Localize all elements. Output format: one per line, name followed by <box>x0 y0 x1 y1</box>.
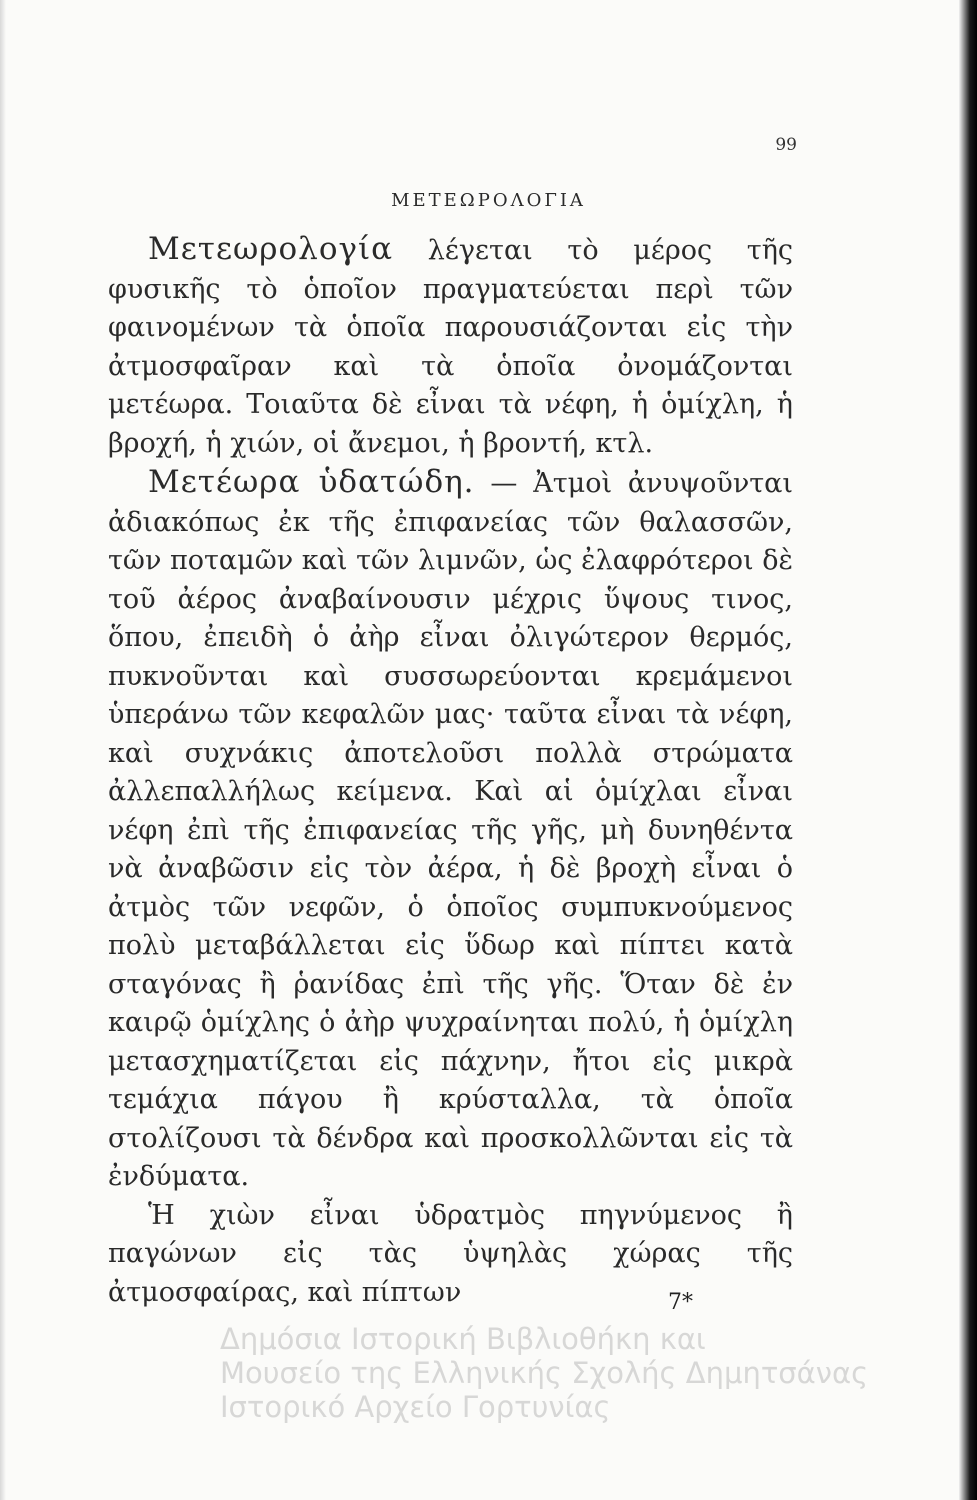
paragraph-3-text: Ἡ χιὼν εἶναι ὑδρατμὸς πηγνύμενος ἢ παγώνων εἰς τὰς ὑψηλὰς χώρας τῆς ἀτμοσφαίρας, καὶ πίπτων <box>108 1199 793 1308</box>
library-watermark: Δημόσια Ιστορική Βιβλιοθήκη και Μουσείο της Ελληνικής Σχολής Δημητσάνας Ιστορικό Αρχείο Γορτυνίας <box>220 1322 869 1424</box>
paragraph-2-lead: Μετέωρα ὑδατώδη. <box>148 464 475 500</box>
signature-mark: 7* <box>668 1290 693 1315</box>
paragraph-1 <box>108 230 793 463</box>
paragraph-2 <box>108 463 793 1197</box>
page-number: 99 <box>775 135 797 155</box>
paragraph-2-text: — Ἀτμοὶ ἀνυψοῦνται ἀδιακόπως ἐκ τῆς ἐπιφανείας τῶν θαλασσῶν, τῶν ποταμῶν καὶ τῶν λιμνῶν, ὡς ἐλαφρότεροι δὲ τοῦ ἀέρος ἀναβαίνουσιν μέχρις ὕψους τινος, ὅπου, ἐπειδὴ ὁ ἀὴρ εἶναι ὀλιγώτερον θερμός, πυκνοῦνται καὶ συσσωρεύονται κρεμάμενοι ὑπεράνω τῶν κεφαλῶν μας· ταῦτα εἶναι τὰ νέφη, καὶ συχνάκις ἀποτελοῦσι πολλὰ στρώματα ἀλλεπαλλήλως κείμενα. Καὶ αἱ ὁμίχλαι εἶναι νέφη ἐπὶ τῆς ἐπιφανείας τῆς γῆς, μὴ δυνηθέντα νὰ ἀναβῶσιν εἰς τὸν ἀέρα, ἡ δὲ βροχὴ εἶναι ὁ ἀτμὸς τῶν νεφῶν, ὁ ὁποῖος συμπυκνούμενος πολὺ μεταβάλλεται εἰς ὕδωρ καὶ πίπτει κατὰ σταγόνας ἢ ῥανίδας ἐπὶ τῆς γῆς. Ὅταν δὲ ἐν καιρῷ ὁμίχλης ὁ ἀὴρ ψυχραίνηται πολύ, ἡ ὁμίχλη μετασχηματίζεται εἰς πάχνην, ἤτοι εἰς μικρὰ τεμάχια πάγου ἢ κρύσταλλα, τὰ ὁποῖα στολίζουσι τὰ δένδρα καὶ προσκολλῶνται εἰς τὰ ἐνδύματα. <box>108 468 793 1192</box>
page-right-edge-shadow <box>959 0 977 1500</box>
body-text <box>108 230 793 1312</box>
section-heading: ΜΕΤΕΩΡΟΛΟΓΙΑ <box>391 190 586 211</box>
paragraph-1-text: λέγεται τὸ μέρος τῆς φυσικῆς τὸ ὁποῖον πραγματεύεται περὶ τῶν φαινομένων τὰ ὁποῖα παρουσιάζονται εἰς τὴν ἀτμοσφαῖραν καὶ τὰ ὁποῖα ὀνομάζονται μετέωρα. Τοιαῦτα δὲ εἶναι τὰ νέφη, ἡ ὁμίχλη, ἡ βροχή, ἡ χιών, οἱ ἄνεμοι, ἡ βροντή, κτλ. <box>108 235 793 459</box>
page-left-edge <box>0 0 6 1500</box>
paragraph-1-lead: Μετεωρολογία <box>148 231 394 267</box>
